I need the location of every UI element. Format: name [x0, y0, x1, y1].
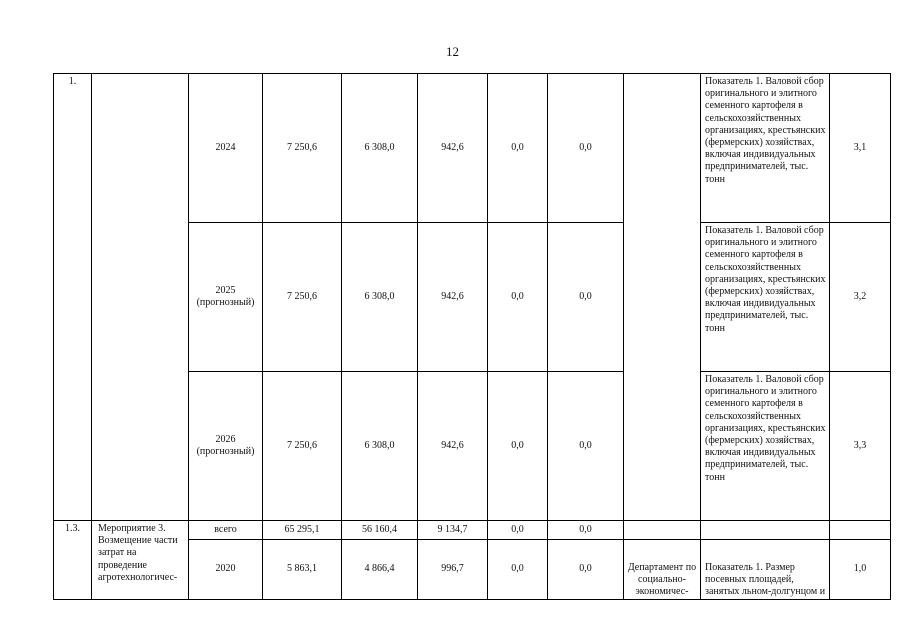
regional-cell: 942,6: [418, 74, 488, 223]
executor-cell: [624, 521, 701, 540]
year-cell: 2026 (прогнозный): [189, 372, 263, 521]
local-cell: 0,0: [488, 74, 548, 223]
indicator-cell: Показатель 1. Размер посевных площадей, занятых льном-долгунцом и: [701, 540, 830, 600]
indicator-value: [830, 521, 891, 540]
indicator-cell: Показатель 1. Валовой сбор оригинального и элитного семенного картофеля в сельскохозяйственных организациях, крестьянских (фермерских) хозяйствах, включая индивидуальных предпринимателей, тыс. тонн: [701, 74, 830, 223]
other-cell: 0,0: [548, 540, 624, 600]
indicator-value: 3,2: [830, 223, 891, 372]
indicator-value: 1,0: [830, 540, 891, 600]
indicator-value: 3,1: [830, 74, 891, 223]
indicator-value: 3,3: [830, 372, 891, 521]
total-cell: 65 295,1: [263, 521, 342, 540]
other-cell: 0,0: [548, 521, 624, 540]
year-cell: всего: [189, 521, 263, 540]
total-cell: 7 250,6: [263, 372, 342, 521]
measure-number: 1.3.: [54, 521, 92, 600]
federal-cell: 6 308,0: [342, 74, 418, 223]
other-cell: 0,0: [548, 74, 624, 223]
local-cell: 0,0: [488, 540, 548, 600]
program-table: [53, 73, 891, 600]
measure-name-cell: [92, 74, 189, 521]
executor-cell: Департамент по социально-экономичес-: [624, 540, 701, 600]
local-cell: 0,0: [488, 521, 548, 540]
federal-cell: 4 866,4: [342, 540, 418, 600]
other-cell: 0,0: [548, 223, 624, 372]
federal-cell: 56 160,4: [342, 521, 418, 540]
executor-cell: [624, 74, 701, 521]
total-cell: 7 250,6: [263, 74, 342, 223]
regional-cell: 996,7: [418, 540, 488, 600]
federal-cell: 6 308,0: [342, 223, 418, 372]
indicator-cell: Показатель 1. Валовой сбор оригинального и элитного семенного картофеля в сельскохозяйственных организациях, крестьянских (фермерских) хозяйствах, включая индивидуальных предпринимателей, тыс. тонн: [701, 223, 830, 372]
year-cell: 2020: [189, 540, 263, 600]
total-cell: 5 863,1: [263, 540, 342, 600]
regional-cell: 942,6: [418, 372, 488, 521]
measure-name: Мероприятие 3. Возмещение части затрат на проведение агротехнологичес-: [92, 521, 189, 600]
regional-cell: 942,6: [418, 223, 488, 372]
regional-cell: 9 134,7: [418, 521, 488, 540]
indicator-cell: Показатель 1. Валовой сбор оригинального и элитного семенного картофеля в сельскохозяйственных организациях, крестьянских (фермерских) хозяйствах, включая индивидуальных предпринимателей, тыс. тонн: [701, 372, 830, 521]
row-number: 1.: [54, 74, 92, 521]
local-cell: 0,0: [488, 223, 548, 372]
federal-cell: 6 308,0: [342, 372, 418, 521]
other-cell: 0,0: [548, 372, 624, 521]
table-row: [54, 74, 891, 223]
year-cell: 2024: [189, 74, 263, 223]
page-number: 12: [446, 44, 459, 59]
table-row: [54, 521, 891, 540]
year-cell: 2025 (прогнозный): [189, 223, 263, 372]
local-cell: 0,0: [488, 372, 548, 521]
total-cell: 7 250,6: [263, 223, 342, 372]
indicator-cell: [701, 521, 830, 540]
